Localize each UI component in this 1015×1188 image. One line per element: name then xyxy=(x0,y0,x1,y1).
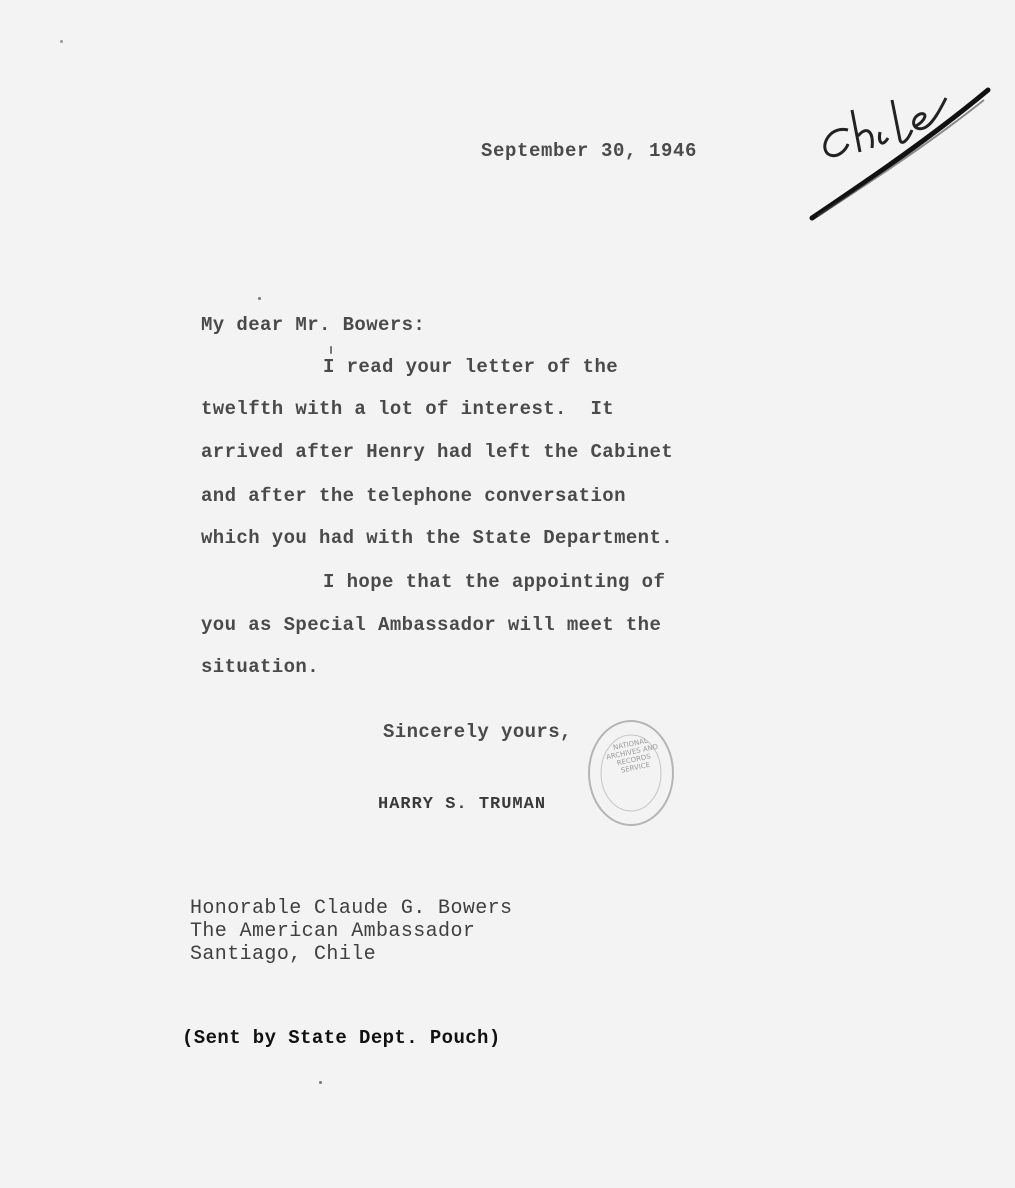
signature: HARRY S. TRUMAN xyxy=(378,795,547,814)
handwritten-chile-note xyxy=(808,70,998,230)
salutation: My dear Mr. Bowers: xyxy=(201,314,426,336)
paper-speck xyxy=(319,1081,322,1084)
delivery-note: (Sent by State Dept. Pouch) xyxy=(182,1027,501,1049)
letter-date: September 30, 1946 xyxy=(481,140,698,162)
paper-speck xyxy=(330,346,332,354)
paragraph1-line2: twelfth with a lot of interest. It xyxy=(201,398,615,420)
paper-speck xyxy=(60,40,63,43)
paragraph1-line5: which you had with the State Department. xyxy=(201,527,674,549)
paper-speck xyxy=(258,297,261,300)
address-line1: Honorable Claude G. Bowers xyxy=(190,897,513,920)
paragraph2-line2: you as Special Ambassador will meet the xyxy=(201,614,662,636)
paragraph1-line3: arrived after Henry had left the Cabinet xyxy=(201,441,674,463)
stamp-circle-icon xyxy=(586,718,676,828)
archive-stamp xyxy=(586,718,676,828)
paragraph1-line4: and after the telephone conversation xyxy=(201,485,626,507)
stamp-text: NATIONAL ARCHIVES AND RECORDS SERVICE xyxy=(605,736,659,775)
paragraph1-line1: I read your letter of the xyxy=(323,356,619,378)
address-line2: The American Ambassador xyxy=(190,920,476,943)
closing: Sincerely yours, xyxy=(383,721,572,743)
paragraph2-line1: I hope that the appointing of xyxy=(323,571,666,593)
paragraph2-line3: situation. xyxy=(201,656,320,678)
address-line3: Santiago, Chile xyxy=(190,943,377,966)
